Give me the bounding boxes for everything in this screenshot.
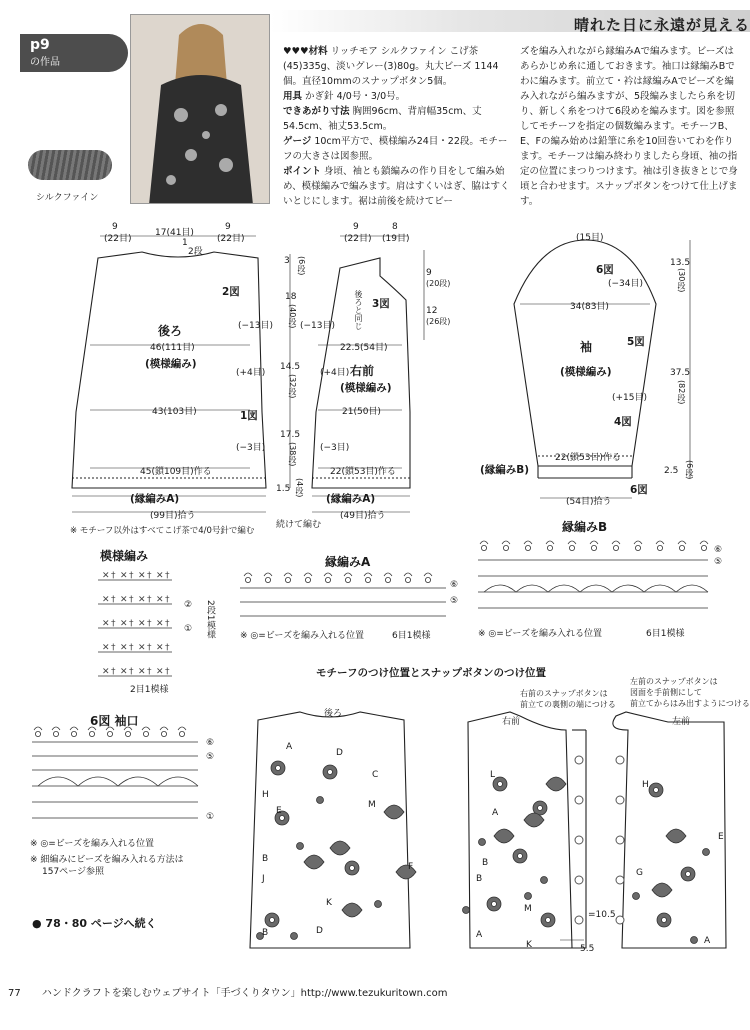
bead-mark	[365, 577, 370, 582]
stitch-symbol: †	[165, 619, 170, 629]
motif-letter: K	[326, 898, 332, 908]
size-key: できあがり寸法	[283, 106, 350, 117]
motif-small	[703, 849, 710, 856]
bead-loop	[424, 573, 432, 576]
stitch-symbol: ✕	[102, 595, 110, 605]
bead-loop	[678, 541, 686, 544]
snap-button-left	[616, 916, 624, 924]
sleeve-fig4: 4図	[614, 416, 632, 428]
back-minus13: (−13目)	[238, 321, 274, 331]
sleeve-w34: 34(83目)	[570, 302, 609, 312]
stitch-symbol: †	[129, 595, 134, 605]
motif-leaf	[304, 855, 324, 869]
motif-small	[479, 839, 486, 846]
motif-small	[291, 933, 298, 940]
materials-value: リッチモア シルクファイン こげ茶(45)335g、淡いグレー(3)80g。丸大ビーズ 1144個。直径10mmのスナップボタン5個。	[283, 46, 499, 87]
dim-18: 18	[285, 292, 297, 302]
back-plus4: (+4目)	[236, 368, 266, 378]
bead-loop	[178, 727, 186, 730]
snap-button-right	[575, 796, 583, 804]
front-d12: 12	[426, 306, 438, 316]
motif-letter: F	[408, 862, 414, 872]
bead-loop	[364, 573, 372, 576]
motif-small	[317, 797, 324, 804]
sleeve-d25: 2.5	[664, 466, 679, 476]
stitch-symbol: ✕	[120, 643, 128, 653]
bead-loop	[304, 573, 312, 576]
sleeve-d375: 37.5	[670, 368, 691, 378]
motif-left-front: 左前	[672, 717, 691, 727]
fig6-num-a: ⑥	[206, 738, 215, 748]
bead-loop	[480, 541, 488, 544]
front-pattern: (模様編み)	[340, 382, 392, 394]
bead-loop	[700, 541, 708, 544]
snap-button-left	[616, 796, 624, 804]
front-top2s: (19目)	[382, 234, 410, 244]
stitch-symbol: ✕	[138, 643, 146, 653]
border-a-num-a: ⑥	[450, 580, 459, 590]
dim-145s: (32段)	[288, 374, 297, 399]
back-cast: 45(鎖109目)作る	[140, 467, 212, 477]
motif-leaf	[494, 829, 514, 843]
motif-letter: C	[372, 770, 379, 780]
stitch-symbol: ✕	[138, 667, 146, 677]
bead-mark	[143, 731, 148, 736]
page-title: 晴れた日に永遠が見える	[573, 16, 750, 34]
stitch-symbol: †	[129, 619, 134, 629]
motif-letter: G	[636, 868, 643, 878]
stitch-symbol: †	[129, 667, 134, 677]
motif-right-front: 右前	[502, 717, 521, 727]
sleeve-pattern: (模様編み)	[560, 366, 612, 378]
bead-mark	[405, 577, 410, 582]
sleeve-fig6: 6図	[596, 264, 614, 276]
snap-button-left	[616, 876, 624, 884]
bead-mark	[125, 731, 130, 736]
back-minus3: (−3目)	[236, 443, 266, 453]
dim-145: 14.5	[280, 362, 301, 372]
bead-mark	[591, 545, 596, 550]
bead-mark	[245, 577, 250, 582]
gauge-key: ゲージ	[283, 136, 312, 147]
bead-mark	[679, 545, 684, 550]
tools-value: かぎ針 4/0号・3/0号。	[305, 91, 406, 102]
bead-mark	[525, 545, 530, 550]
pattern-chart-rep: 2段1模様	[205, 600, 215, 639]
motif-title: モチーフのつけ位置とスナップボタンのつけ位置	[316, 667, 547, 679]
motif-leaf	[652, 883, 672, 897]
stitch-symbol: ✕	[120, 619, 128, 629]
border-a-chart	[240, 588, 446, 616]
stitch-symbol: ✕	[102, 571, 110, 581]
motif-flower-center	[280, 816, 285, 821]
bead-mark	[53, 731, 58, 736]
back-fig2: 2図	[222, 286, 240, 298]
stitch-symbol: ✕	[120, 667, 128, 677]
border-a-note: ※ ◎=ビーズを編み入れる位置	[240, 631, 364, 641]
bead-loop	[142, 727, 150, 730]
border-b-note: ※ ◎=ビーズを編み入れる位置	[478, 629, 602, 639]
front-top2: 8	[392, 222, 398, 232]
sleeve-d375s: (82段)	[677, 380, 686, 405]
stitch-symbol: ✕	[156, 667, 164, 677]
stitch-symbol: ✕	[120, 571, 128, 581]
motif-flower-center	[270, 918, 275, 923]
snap-button-right	[575, 916, 583, 924]
motif-flower-center	[546, 918, 551, 923]
bead-mark	[569, 545, 574, 550]
fig6-note1: ※ ◎=ビーズを編み入れる位置	[30, 839, 154, 849]
bead-loop	[264, 573, 272, 576]
front-pickup: (49目)拾う	[340, 511, 386, 521]
sleeve-minus34: (−34目)	[608, 279, 644, 289]
stitch-symbol: ✕	[102, 667, 110, 677]
motif-back-label: 後ろ	[324, 709, 343, 719]
front-border: (縁編みA)	[326, 493, 376, 505]
front-minus3: (−3目)	[320, 443, 350, 453]
border-b-num-a: ⑥	[714, 545, 723, 555]
stitch-symbol: ✕	[138, 595, 146, 605]
border-b-rep: 6目1模様	[646, 629, 685, 639]
bead-mark	[107, 731, 112, 736]
fig6-chart	[32, 742, 198, 818]
front-cast: 22(鎖53目)作る	[330, 467, 396, 477]
stitch-symbol: †	[111, 667, 116, 677]
bead-mark	[89, 731, 94, 736]
bead-loop	[34, 727, 42, 730]
motif-small	[375, 901, 382, 908]
snap-button-left	[616, 756, 624, 764]
stitch-symbol: †	[165, 667, 170, 677]
bead-loop	[612, 541, 620, 544]
bead-mark	[179, 731, 184, 736]
left-snap-2: 図面を手前側にして	[630, 688, 702, 697]
motif-letter: H	[262, 790, 269, 800]
stitch-symbol: †	[111, 643, 116, 653]
motif-small	[691, 937, 698, 944]
dim-15s: (4段)	[295, 478, 304, 498]
motif-flower-center	[654, 788, 659, 793]
pattern-chart-marks	[102, 571, 170, 677]
pattern-num-1: ①	[184, 624, 193, 634]
stitch-symbol: †	[147, 619, 152, 629]
back-width43: 43(103目)	[152, 407, 197, 417]
stitch-symbol: †	[147, 595, 152, 605]
motif-d55: 5.5	[580, 944, 595, 954]
motif-leaf	[330, 841, 350, 855]
motif-letter: D	[316, 926, 323, 936]
back-top-w2: 9	[225, 222, 231, 232]
back-pickup: (99目)拾う	[150, 511, 196, 521]
dim-175: 17.5	[280, 430, 301, 440]
back-note: ※ モチーフ以外はすべてこげ茶で4/0号針で編む	[70, 526, 255, 536]
motif-letter: M	[368, 800, 376, 810]
border-a-marks	[244, 573, 432, 583]
bead-mark	[265, 577, 270, 582]
border-b-chart	[478, 560, 708, 608]
bead-mark	[657, 545, 662, 550]
bead-mark	[71, 731, 76, 736]
motif-letter: B	[262, 854, 269, 864]
motif-letter: J	[262, 874, 265, 884]
rating-hearts: ♥♥♥	[283, 46, 309, 57]
bead-mark	[35, 731, 40, 736]
bead-loop	[524, 541, 532, 544]
motif-letter: A	[492, 808, 499, 818]
fig6-num-b: ⑤	[206, 752, 215, 762]
point-key: ポイント	[283, 166, 322, 177]
border-b-num-b: ⑤	[714, 557, 723, 567]
motif-letter: H	[642, 780, 649, 790]
back-width46: 46(111目)	[150, 343, 195, 353]
bead-mark	[385, 577, 390, 582]
motif-letter: D	[336, 748, 343, 758]
bead-loop	[284, 573, 292, 576]
motif-flower-center	[328, 770, 333, 775]
bead-mark	[425, 577, 430, 582]
bead-loop	[546, 541, 554, 544]
snap-button-right	[575, 836, 583, 844]
bead-loop	[70, 727, 78, 730]
point-value: 身頃、袖とも鎖編みの作り目をして編み始め、模様編みで編みます。肩はすくいはぎ、脇はすくいとじにします。裾は前後を続けてビー	[283, 166, 510, 207]
stitch-symbol: ✕	[156, 643, 164, 653]
stitch-symbol: †	[147, 667, 152, 677]
back-pattern: (模様編み)	[145, 358, 197, 370]
motif-flower-center	[686, 872, 691, 877]
stitch-symbol: ✕	[102, 643, 110, 653]
bead-mark	[161, 731, 166, 736]
stitch-symbol: †	[165, 595, 170, 605]
back-name: 後ろ	[158, 324, 183, 338]
motif-letter: M	[524, 904, 532, 914]
bead-loop	[384, 573, 392, 576]
back-fig1: 1図	[240, 410, 258, 422]
gauge-value: 10cm平方で、模様編み24目・22段。モチーフの大きさは図参照。	[283, 136, 508, 162]
bead-loop	[502, 541, 510, 544]
border-a-title: 縁編みA	[325, 555, 371, 569]
bead-mark	[325, 577, 330, 582]
footer-page: 77	[8, 988, 21, 999]
motif-flower-center	[662, 918, 667, 923]
bead-loop	[52, 727, 60, 730]
motif-leaf	[342, 903, 362, 917]
bead-loop	[344, 573, 352, 576]
motif-letter: E	[718, 832, 724, 842]
stitch-symbol: †	[147, 571, 152, 581]
fig6-note3: 157ページ参照	[42, 867, 104, 877]
motif-letter: K	[526, 940, 532, 950]
pattern-num-2: ②	[184, 600, 193, 610]
stitch-symbol: †	[111, 619, 116, 629]
motif-letter: A	[476, 930, 483, 940]
bead-loop	[160, 727, 168, 730]
materials-key: 材料	[308, 46, 328, 57]
footer-text: ハンドクラフトを楽しむウェブサイト「手づくりタウン」http://www.tezukuritown.com	[41, 988, 448, 999]
stitch-symbol: †	[111, 571, 116, 581]
pattern-chart-title: 模様編み	[100, 549, 149, 563]
materials-column-2: ズを編み入れながら縁編みAで編みます。ビーズはあらかじめ糸に通しておきます。袖口は縁編みBでわに編みます。前立て・衿は縁編みAでビーズを編み入れながら編みますが、5段編みましたら糸を切り、新しく糸をつけて6段めを編みます。図を参照してモチーフを指定の個数編みます。モチーフB、E、Fの編み始めは鉛筆に糸を10回巻いてわを作ります。モチーフは編み終わりましたら身頃、袖の指定の位置にまつりつけます。袖は引き抜きとじで身頃と合わせます。スナップボタンをつけて仕上げます。	[520, 46, 738, 207]
front-top1: 9	[353, 222, 359, 232]
stitch-symbol: †	[147, 643, 152, 653]
dim-15: 1.5	[276, 484, 291, 494]
motif-d105: =10.5	[588, 910, 616, 920]
tools-key: 用具	[283, 91, 303, 102]
bead-loop	[568, 541, 576, 544]
motif-letter: E	[276, 806, 282, 816]
back-top-w1s: (22目)	[104, 234, 132, 244]
bead-mark	[305, 577, 310, 582]
motif-flower-center	[492, 902, 497, 907]
motif-left-front-outline	[613, 712, 726, 948]
page-tab-sub: の作品	[30, 57, 60, 68]
snap-button-right	[575, 876, 583, 884]
front-d12s: (26段)	[426, 317, 451, 326]
sleeve-name: 袖	[580, 340, 593, 354]
right-snap-1: 右前のスナップボタンは	[520, 689, 608, 698]
sleeve-fig6b: 6図	[630, 484, 648, 496]
front-plus4: (+4目)	[320, 368, 350, 378]
back-border: (縁編みA)	[130, 493, 180, 505]
footer	[8, 984, 448, 999]
sleeve-d135: 13.5	[670, 258, 691, 268]
stitch-symbol: †	[129, 643, 134, 653]
left-snap-1: 左前のスナップボタンは	[630, 677, 718, 686]
front-w225: 22.5(54目)	[340, 343, 388, 353]
border-a-num-b: ⑤	[450, 596, 459, 606]
sleeve-pickup: (54目)拾う	[566, 497, 612, 507]
sleeve-fig5: 5図	[627, 336, 645, 348]
right-snap-2: 前立ての裏側の端につける	[520, 700, 616, 709]
front-d9s: (20段)	[426, 279, 451, 288]
bead-mark	[481, 545, 486, 550]
motif-flower-center	[498, 782, 503, 787]
motif-letter: A	[704, 936, 711, 946]
sleeve-border: (縁編みB)	[480, 464, 530, 476]
motif-letter: B	[482, 858, 489, 868]
snap-buttons	[575, 756, 624, 924]
back-neck: 1	[182, 238, 188, 248]
snap-button-right	[575, 756, 583, 764]
bead-mark	[503, 545, 508, 550]
motif-letter: A	[286, 742, 293, 752]
sleeve-d135s: (30段)	[677, 268, 686, 293]
bead-mark	[613, 545, 618, 550]
dim-3s: (6段)	[297, 256, 306, 276]
bead-loop	[324, 573, 332, 576]
motif-small	[297, 843, 304, 850]
stitch-symbol: †	[165, 571, 170, 581]
bead-loop	[244, 573, 252, 576]
front-minus13: (−13目)	[300, 321, 336, 331]
stitch-symbol: ✕	[138, 619, 146, 629]
stitch-symbol: †	[165, 643, 170, 653]
front-name: 右前	[350, 364, 375, 378]
motif-leaf	[546, 777, 566, 791]
front-top1s: (22目)	[344, 234, 372, 244]
sleeve-plus15: (+15目)	[612, 393, 648, 403]
border-a-rep: 6目1模様	[392, 631, 431, 641]
front-continue: 続けて編む	[276, 520, 322, 530]
motif-letter: B	[262, 928, 269, 938]
stitch-symbol: ✕	[120, 595, 128, 605]
fig6-title: 6図 袖口	[90, 714, 139, 728]
stitch-symbol: ✕	[156, 595, 164, 605]
back-top-w2s: (22目)	[217, 234, 245, 244]
stitch-symbol: ✕	[156, 619, 164, 629]
motif-letter: L	[490, 770, 496, 780]
left-snap-3: 前立てからはみ出すようにつける	[630, 699, 750, 708]
bead-loop	[590, 541, 598, 544]
motif-flower-center	[538, 806, 543, 811]
stitch-symbol: ✕	[156, 571, 164, 581]
bead-loop	[404, 573, 412, 576]
sleeve-d25s: (6段)	[685, 460, 694, 480]
sleeve-top: (15目)	[576, 233, 604, 243]
stitch-symbol: †	[111, 595, 116, 605]
motif-back-outline	[250, 712, 410, 948]
page-tab-number: p9	[30, 37, 50, 53]
stitch-symbol: ✕	[102, 619, 110, 629]
motif-leaf	[384, 805, 404, 819]
motif-letter: B	[476, 874, 483, 884]
pattern-chart-bottom: 2目1模様	[130, 685, 169, 695]
motif-leaf	[666, 829, 686, 843]
continued-note: ● 78・80 ページへ続く	[32, 917, 157, 930]
back-top-mid: 17(41目)	[155, 228, 194, 238]
fig6-num-c: ①	[206, 812, 215, 822]
dim-3: 3	[284, 256, 290, 266]
yarn-label: シルクファイン	[36, 193, 99, 203]
bead-loop	[634, 541, 642, 544]
bead-mark	[285, 577, 290, 582]
front-w21: 21(50目)	[342, 407, 381, 417]
motif-bodies	[250, 712, 726, 948]
bead-loop	[656, 541, 664, 544]
dim-18s: (40段)	[288, 304, 297, 329]
motif-flower-center	[350, 866, 355, 871]
bead-mark	[547, 545, 552, 550]
bead-mark	[701, 545, 706, 550]
snap-button-left	[616, 836, 624, 844]
motif-flower-center	[518, 854, 523, 859]
dim-175s: (38段)	[288, 442, 297, 467]
bead-mark	[635, 545, 640, 550]
back-neck-s: 2段	[188, 247, 203, 257]
front-fig3: 3図	[372, 298, 390, 310]
fig6-note2: ※ 細編みにビーズを編み入れる方法は	[30, 855, 184, 865]
front-back-same: 後ろと同じ	[354, 290, 363, 330]
motif-small	[525, 893, 532, 900]
motif-small	[541, 877, 548, 884]
front-d9: 9	[426, 268, 432, 278]
bead-mark	[345, 577, 350, 582]
border-b-marks	[480, 541, 708, 551]
sleeve-cast: 22(鎖53目)作る	[555, 453, 621, 463]
size-value: 胸囲96cm、背肩幅35cm、丈54.5cm、袖丈53.5cm。	[283, 106, 482, 132]
motif-small	[633, 893, 640, 900]
motif-small	[463, 907, 470, 914]
stitch-symbol: †	[129, 571, 134, 581]
border-b-title: 縁編みB	[562, 520, 608, 534]
stitch-symbol: ✕	[138, 571, 146, 581]
motif-flower-center	[276, 766, 281, 771]
back-top-w1: 9	[112, 222, 118, 232]
motif-right-front-outline	[468, 712, 572, 948]
